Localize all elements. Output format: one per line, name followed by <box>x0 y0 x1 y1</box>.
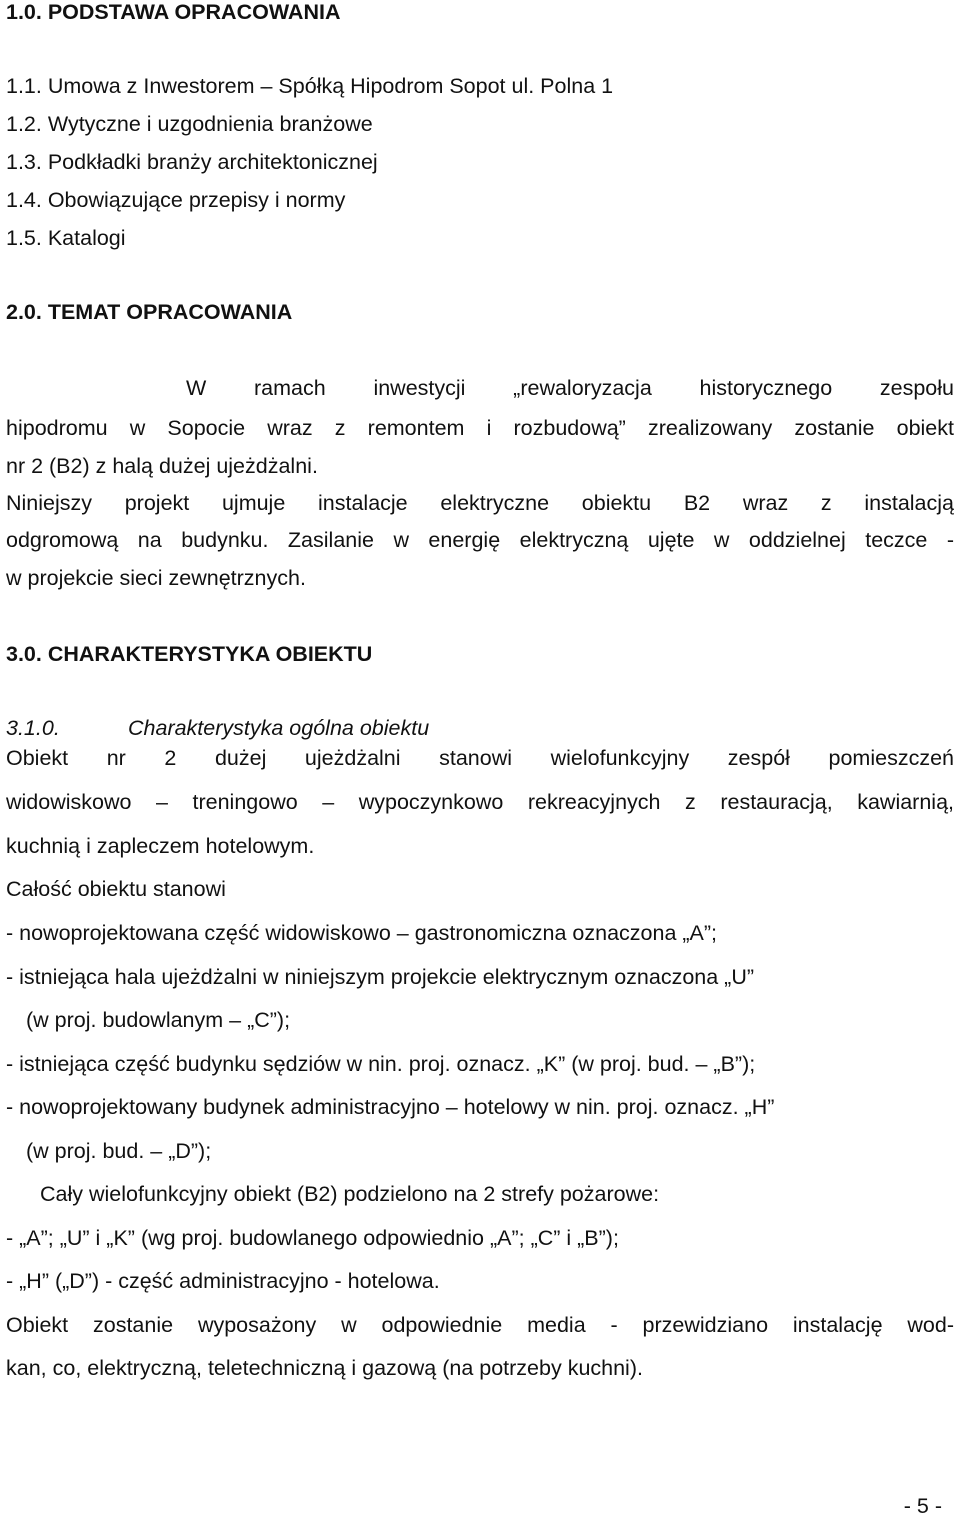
page-number: - 5 - <box>903 1494 942 1518</box>
paragraph-line: w projekcie sieci zewnętrznych. <box>6 566 306 590</box>
list-item: - „A”; „U” i „K” (wg proj. budowlanego odpowiednio „A”; „C” i „B”); <box>6 1226 619 1250</box>
list-item-continuation: (w proj. budowlanym – „C”); <box>26 1008 291 1032</box>
list-item: - nowoprojektowana część widowiskowo – gastronomiczna oznaczona „A”; <box>6 921 718 945</box>
paragraph-line: Obiekt zostanie wyposażony w odpowiednie media - przewidziano instalację wod- <box>6 1313 954 1337</box>
list-item: - istniejąca część budynku sędziów w nin. proj. oznacz. „K” (w proj. bud. – „B”); <box>6 1052 756 1076</box>
list-item: 1.3. Podkładki branży architektonicznej <box>6 150 378 174</box>
paragraph-line: W ramach inwestycji „rewaloryzacja historycznego zespołu <box>186 376 954 400</box>
paragraph-line: Całość obiektu stanowi <box>6 877 226 901</box>
list-item: 1.2. Wytyczne i uzgodnienia branżowe <box>6 112 373 136</box>
section-heading-1: 1.0. PODSTAWA OPRACOWANIA <box>6 0 341 24</box>
paragraph-line: Niniejszy projekt ujmuje instalacje elektryczne obiektu B2 wraz z instalacją <box>6 491 954 515</box>
list-item-continuation: (w proj. bud. – „D”); <box>26 1139 212 1163</box>
list-item: 1.1. Umowa z Inwestorem – Spółką Hipodrom Sopot ul. Polna 1 <box>6 74 614 98</box>
list-item: - nowoprojektowany budynek administracyjno – hotelowy w nin. proj. oznacz. „H” <box>6 1095 775 1119</box>
list-item: 1.4. Obowiązujące przepisy i normy <box>6 188 346 212</box>
paragraph-line: widowiskowo – treningowo – wypoczynkowo rekreacyjnych z restauracją, kawiarnią, <box>6 790 954 814</box>
paragraph-line: kuchnią i zapleczem hotelowym. <box>6 834 315 858</box>
list-item: 1.5. Katalogi <box>6 226 126 250</box>
subsection-title: Charakterystyka ogólna obiektu <box>128 716 430 740</box>
paragraph-line: Cały wielofunkcyjny obiekt (B2) podzielono na 2 strefy pożarowe: <box>40 1182 660 1206</box>
paragraph-line: Obiekt nr 2 dużej ujeżdżalni stanowi wielofunkcyjny zespół pomieszczeń <box>6 746 954 770</box>
paragraph-line: odgromową na budynku. Zasilanie w energię elektryczną ujęte w oddzielnej teczce - <box>6 528 954 552</box>
list-item: - istniejąca hala ujeżdżalni w niniejszym projekcie elektrycznym oznaczona „U” <box>6 965 755 989</box>
paragraph-line: kan, co, elektryczną, teletechniczną i gazową (na potrzeby kuchni). <box>6 1356 643 1380</box>
subsection-number: 3.1.0. <box>6 716 60 740</box>
paragraph-line: hipodromu w Sopocie wraz z remontem i rozbudową” zrealizowany zostanie obiekt <box>6 416 954 440</box>
section-heading-3: 3.0. CHARAKTERYSTYKA OBIEKTU <box>6 642 373 666</box>
list-item: - „H” („D”) - część administracyjno - hotelowa. <box>6 1269 440 1293</box>
paragraph-line: nr 2 (B2) z halą dużej ujeżdżalni. <box>6 454 318 478</box>
section-heading-2: 2.0. TEMAT OPRACOWANIA <box>6 300 293 324</box>
